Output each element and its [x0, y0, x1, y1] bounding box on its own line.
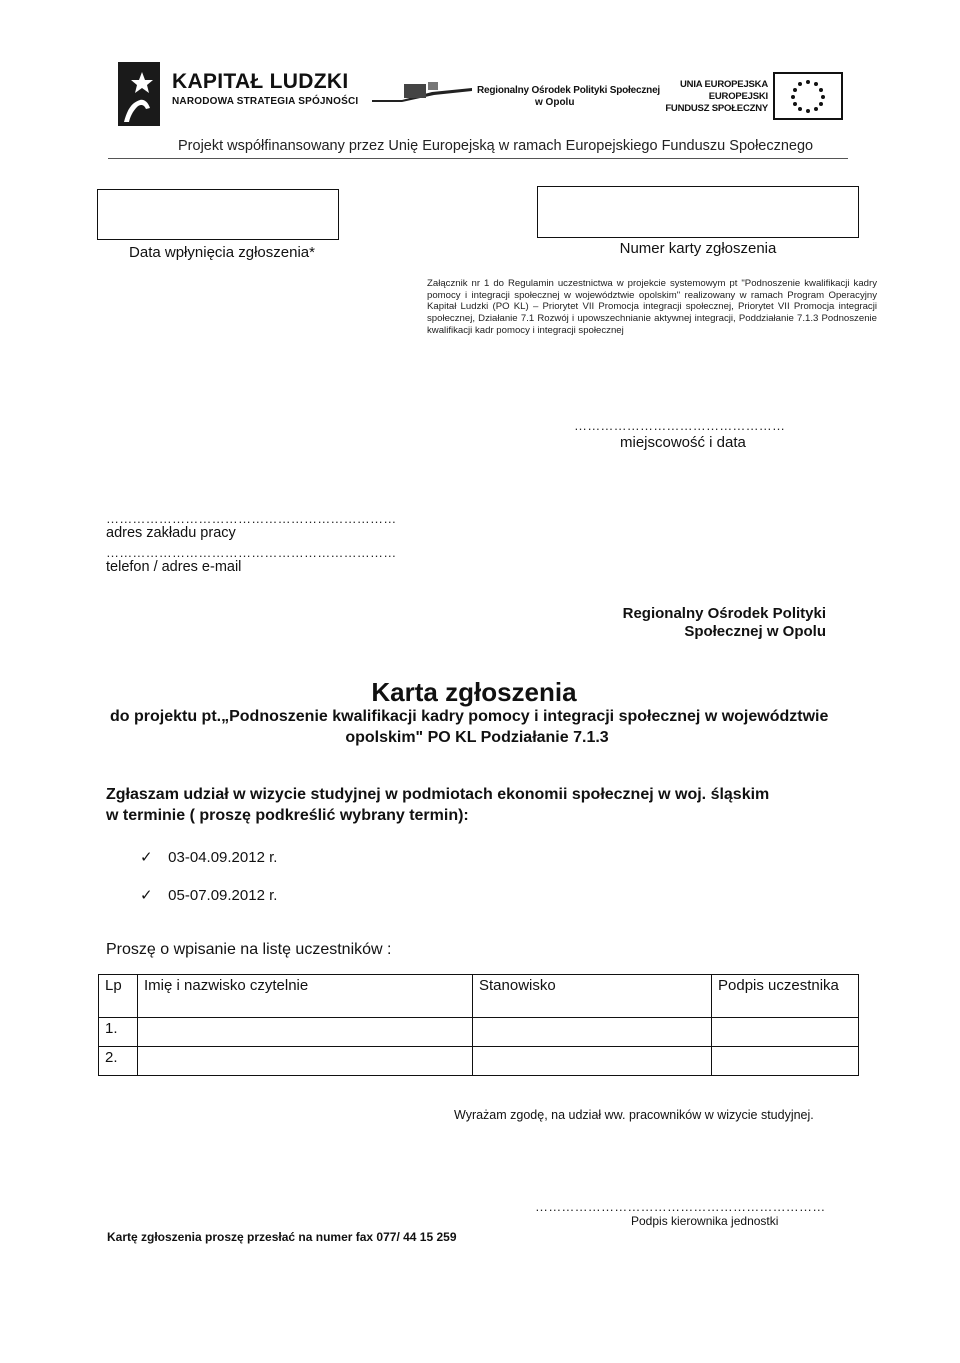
recipient-line-2: Społecznej w Opolu	[684, 623, 826, 640]
rops-name: Regionalny Ośrodek Polityki Społecznej	[477, 85, 661, 96]
row-number: 1.	[99, 1018, 138, 1047]
term-option-1[interactable]	[140, 848, 277, 866]
checkmark-icon: ✓	[140, 849, 153, 866]
signature-label: Podpis kierownika jednostki	[631, 1214, 779, 1228]
declaration-line-2: w terminie ( proszę podkreślić wybrany termin):	[106, 807, 469, 824]
declaration-line-1: Zgłaszam udział w wizycie studyjnej w podmiotach ekonomii społecznej w woj. śląskim	[106, 786, 770, 803]
term-option-label: 03-04.09.2012 r.	[168, 849, 278, 866]
header-name: Imię i nazwisko czytelnie	[138, 975, 473, 1018]
eu-flag-icon	[773, 72, 843, 120]
project-line-2: opolskim" PO KL Podziałanie 7.1.3	[345, 729, 609, 746]
recipient-line-1: Regionalny Ośrodek Polityki	[622, 605, 826, 622]
date-received-box[interactable]	[97, 189, 339, 240]
project-line-2-wrap	[0, 729, 960, 747]
eu-line-3: FUNDUSZ SPOŁECZNY	[665, 103, 768, 114]
position-cell[interactable]	[473, 1047, 712, 1076]
logo-subtitle: NARODOWA STRATEGIA SPÓJNOŚCI	[172, 96, 359, 107]
kapital-ludzki-logo-icon	[118, 62, 160, 126]
attachment-note: Załącznik nr 1 do Regulamin uczestnictwa w projekcie systemowym pt "Podnoszenie kwalifikacji kadry pomocy i integracji społecznej w województwie opolskim" realizowany w ramach Program Operacyjny Kapitał Ludzki (PO KL) – Priorytet VII Promocja integracji społecznej, Priorytet VII Promocja integracji społecznej, Działanie 7.1 Rozwój i upowszechnianie aktywnej integracji, Poddziałanie 7.1.3 Podnoszenie kwalifikacji kadr pomocy i integracji społecznej	[427, 278, 877, 336]
logo-title: KAPITAŁ LUDZKI	[172, 70, 349, 93]
checkmark-icon: ✓	[140, 887, 153, 904]
participants-table	[98, 974, 859, 1076]
header-position: Stanowisko	[473, 975, 712, 1018]
card-number-label: Numer karty zgłoszenia	[619, 240, 777, 257]
row-number: 2.	[99, 1047, 138, 1076]
date-received-label: Data wpłynięcia zgłoszenia*	[129, 244, 315, 261]
signature-field[interactable]: …………………………………………………………	[535, 1199, 826, 1214]
header-lp: Lp	[99, 975, 138, 1018]
name-cell[interactable]	[138, 1018, 473, 1047]
place-date-field[interactable]: …………………………………………	[574, 418, 786, 433]
address-field[interactable]: …………………………………………………………	[106, 511, 397, 526]
fax-note: Kartę zgłoszenia proszę przesłać na numer fax 077/ 44 15 259	[107, 1230, 457, 1244]
card-number-box[interactable]	[537, 186, 859, 238]
rops-city: w Opolu	[535, 97, 575, 108]
eu-line-1: UNIA EUROPEJSKA	[680, 79, 768, 90]
header-signature: Podpis uczestnika	[712, 975, 859, 1018]
eu-line-2: EUROPEJSKI	[708, 91, 768, 102]
table-header-row	[99, 975, 859, 1018]
participants-request: Proszę o wpisanie na listę uczestników :	[106, 941, 392, 958]
form-title-wrap	[0, 677, 960, 708]
phone-email-label: telefon / adres e-mail	[106, 559, 242, 575]
recipient-block	[560, 605, 826, 641]
project-line-1: do projektu pt.„Podnoszenie kwalifikacji kadry pomocy i integracji społecznej w województwie	[110, 708, 829, 725]
form-title: Karta zgłoszenia	[371, 677, 577, 707]
name-cell[interactable]	[138, 1047, 473, 1076]
consent-statement: Wyrażam zgodę, na udział ww. pracowników w wizycie studyjnej.	[454, 1108, 814, 1122]
position-cell[interactable]	[473, 1018, 712, 1047]
table-row	[99, 1047, 859, 1076]
rops-logo-icon	[372, 80, 472, 102]
term-option-label: 05-07.09.2012 r.	[168, 887, 278, 904]
signature-cell[interactable]	[712, 1047, 859, 1076]
place-date-label: miejscowość i data	[620, 434, 746, 451]
term-option-2[interactable]	[140, 886, 277, 904]
phone-email-field[interactable]: …………………………………………………………	[106, 545, 397, 560]
header-divider	[108, 158, 848, 159]
eu-text	[640, 79, 768, 115]
table-row	[99, 1018, 859, 1047]
address-label: adres zakładu pracy	[106, 525, 236, 541]
signature-cell[interactable]	[712, 1018, 859, 1047]
cofinancing-statement: Projekt współfinansowany przez Unię Europejską w ramach Europejskiego Funduszu Społecznego	[178, 138, 814, 154]
